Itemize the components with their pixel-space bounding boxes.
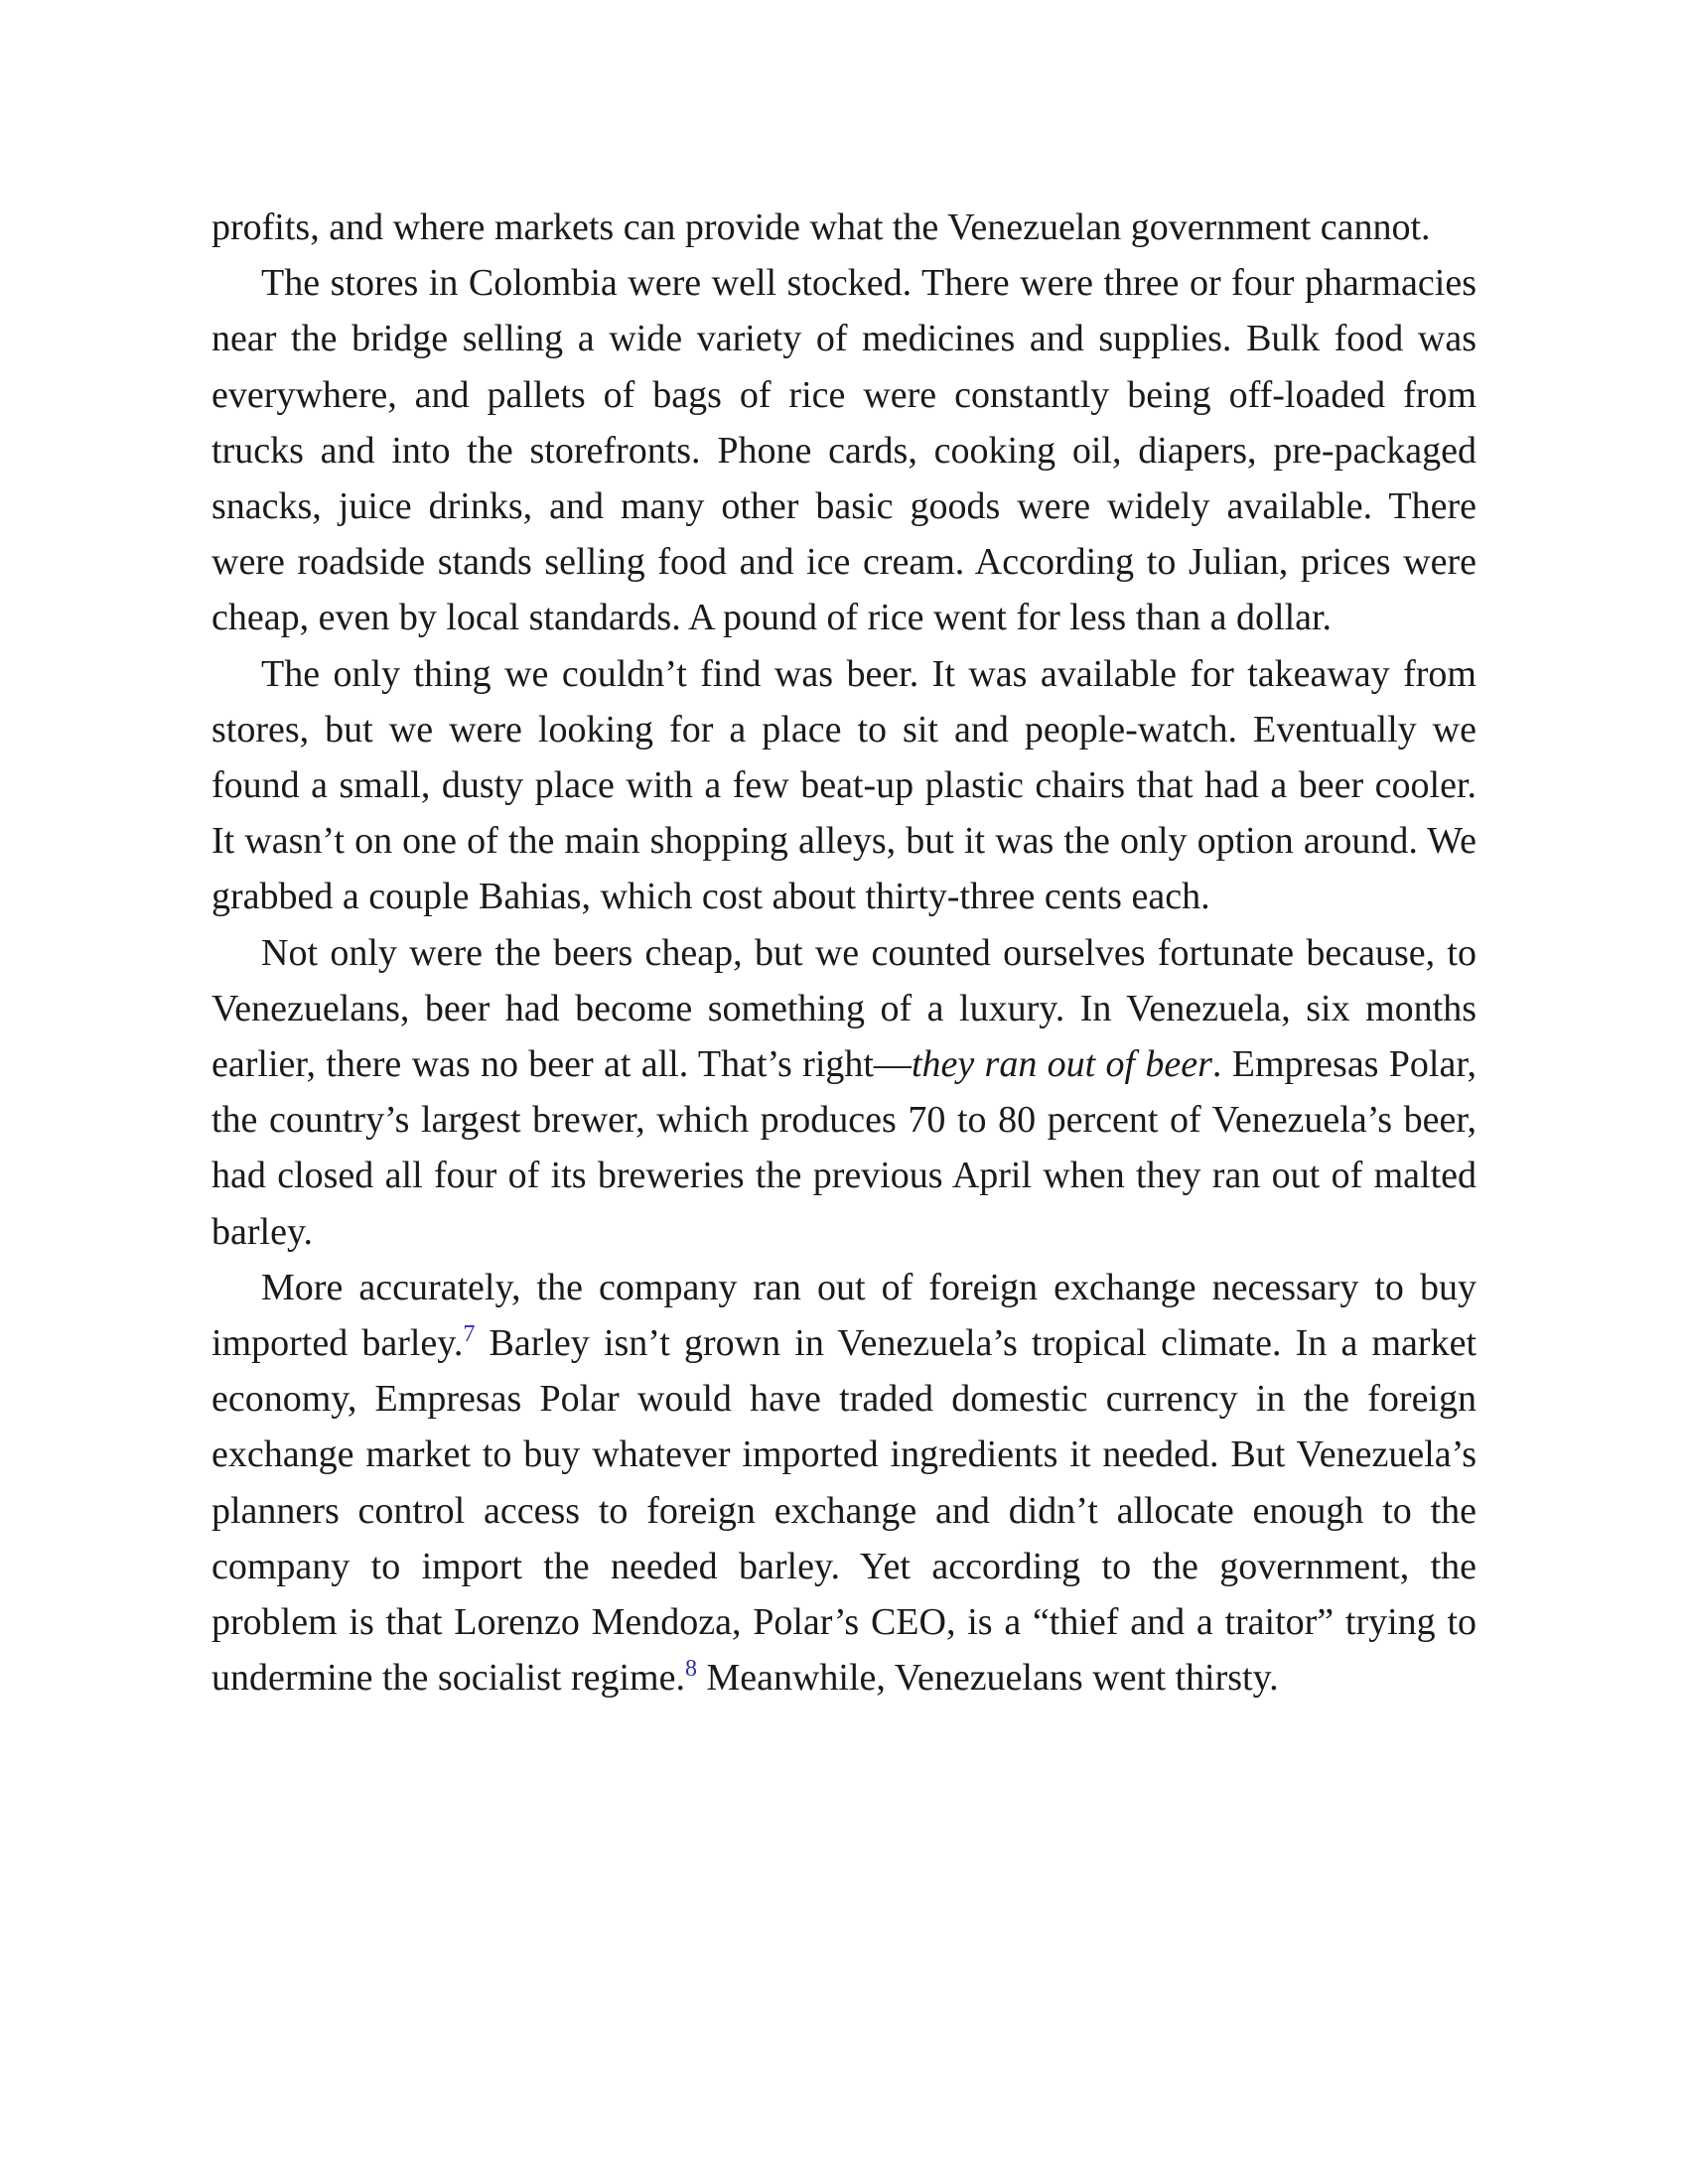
italic-emphasis: they ran out of beer	[911, 1043, 1212, 1086]
paragraph-text: Not only were the beers cheap, but we counted ourselves fortunate because, to Venezuelans, beer had become something of a luxury. In Venezuela, six months earlier, there was no beer at all. That’s right—	[211, 931, 1477, 1086]
footnote-ref-8[interactable]: 8	[684, 1656, 697, 1683]
paragraph-3	[211, 646, 1477, 925]
paragraph-text: More accurately, the company ran out of foreign exchange necessary to buy imported barley.	[211, 1266, 1477, 1365]
paragraph-text: profits, and where markets can provide what the Venezuelan government cannot.	[211, 206, 1431, 248]
paragraph-5	[211, 1260, 1477, 1706]
page-body	[211, 200, 1477, 1706]
paragraph-1	[211, 200, 1477, 255]
paragraph-text: The only thing we couldn’t find was beer. It was available for takeaway from stores, but we were looking for a place to sit and people-watch. Eventually we found a small, dusty place with a few beat-up plastic chairs that had a beer cooler. It wasn’t on one of the main shopping alleys, but it was the only option around. We grabbed a couple Bahias, which cost about thirty-three cents each.	[211, 652, 1477, 918]
paragraph-text: The stores in Colombia were well stocked. There were three or four pharmacies near the bridge selling a wide variety of medicines and supplies. Bulk food was everywhere, and pallets of bags of rice were constantly being off-loaded from trucks and into the storefronts. Phone cards, cooking oil, diapers, pre-packaged snacks, juice drinks, and many other basic goods were widely available. There were roadside stands selling food and ice cream. According to Julian, prices were cheap, even by local standards. A pound of rice went for less than a dollar.	[211, 262, 1477, 639]
paragraph-text: . Empresas Polar, the country’s largest brewer, which produces 70 to 80 percent of Venezuela’s beer, had closed all four of its breweries the previous April when they ran out of malted barley.	[211, 1043, 1477, 1253]
paragraph-2	[211, 255, 1477, 645]
footnote-ref-7[interactable]: 7	[463, 1321, 476, 1348]
paragraph-text: Barley isn’t grown in Venezuela’s tropical climate. In a market economy, Empresas Polar would have traded domestic currency in the foreign exchange market to buy whatever imported ingredients it needed. But Venezuela’s planners control access to foreign exchange and didn’t allocate enough to the company to import the needed barley. Yet according to the government, the problem is that Lorenzo Mendoza, Polar’s CEO, is a “thief and a traitor” trying to undermine the socialist regime.	[211, 1322, 1477, 1700]
paragraph-text: Meanwhile, Venezuelans went thirsty.	[696, 1657, 1279, 1700]
paragraph-4	[211, 925, 1477, 1260]
